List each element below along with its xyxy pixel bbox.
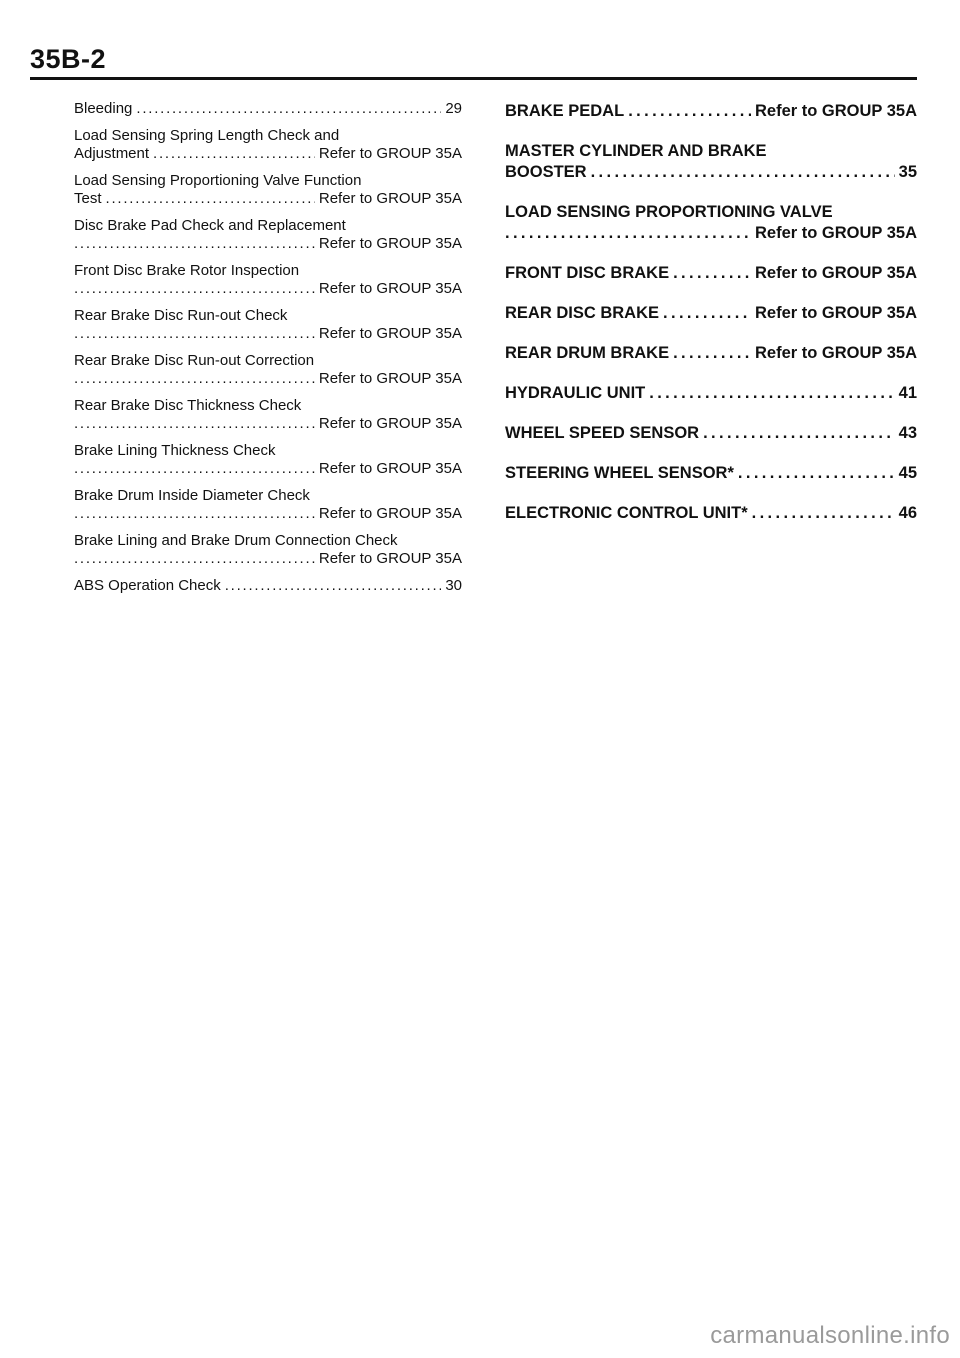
toc-entry	[74, 217, 462, 253]
toc-entry-title-cont: Adjustment	[74, 145, 150, 162]
dot-leader	[74, 460, 315, 478]
dot-leader	[591, 162, 895, 183]
toc-entry-ref: 43	[898, 424, 917, 442]
toc-entry	[505, 383, 917, 404]
toc-entry-ref: Refer to GROUP 35A	[755, 344, 917, 362]
toc-entry-title: Load Sensing Proportioning Valve Function	[74, 172, 362, 189]
toc-entry-ref: 41	[898, 384, 917, 402]
toc-entry	[74, 127, 462, 163]
dot-leader	[74, 505, 315, 523]
toc-entry	[74, 532, 462, 568]
toc-entry-ref: Refer to GROUP 35A	[318, 505, 462, 522]
toc-entry-title: Load Sensing Spring Length Check and	[74, 127, 340, 144]
toc-entry	[505, 303, 917, 324]
toc-entry-title: Bleeding	[74, 100, 133, 117]
toc-entry-ref: Refer to GROUP 35A	[318, 325, 462, 342]
toc-entry-ref: 45	[898, 464, 917, 482]
toc-entry-ref: Refer to GROUP 35A	[318, 370, 462, 387]
toc-entry-ref: 29	[445, 100, 462, 117]
toc-entry-ref: Refer to GROUP 35A	[318, 550, 462, 567]
dot-leader	[505, 223, 751, 244]
dot-leader	[74, 280, 315, 298]
toc-entry	[505, 101, 917, 122]
left-toc-column	[74, 100, 462, 604]
dot-leader	[153, 145, 315, 163]
toc-entry-title-cont: Test	[74, 190, 102, 207]
dot-leader	[673, 263, 751, 284]
toc-entry	[505, 343, 917, 364]
toc-entry-title-cont: BOOSTER	[505, 163, 587, 181]
toc-entry-title: ABS Operation Check	[74, 577, 221, 594]
toc-entry	[74, 577, 462, 595]
site-watermark: carmanualsonline.info	[710, 1322, 950, 1349]
dot-leader	[74, 550, 315, 568]
toc-entry	[74, 352, 462, 388]
toc-entry-ref: Refer to GROUP 35A	[318, 145, 462, 162]
toc-entry-ref: Refer to GROUP 35A	[318, 460, 462, 477]
header-rule	[30, 77, 917, 80]
toc-entry-title: WHEEL SPEED SENSOR	[505, 424, 700, 442]
toc-entry	[505, 263, 917, 284]
toc-entry-title: Brake Lining and Brake Drum Connection Check	[74, 532, 398, 549]
toc-entry-title: BRAKE PEDAL	[505, 102, 625, 120]
toc-entry-title: REAR DRUM BRAKE	[505, 344, 670, 362]
toc-entry-ref: Refer to GROUP 35A	[318, 280, 462, 297]
toc-entry-title: LOAD SENSING PROPORTIONING VALVE	[505, 203, 833, 221]
dot-leader	[74, 370, 315, 388]
toc-entry-title: ELECTRONIC CONTROL UNIT*	[505, 504, 748, 522]
page-number: 35B-2	[30, 44, 107, 74]
toc-entry-ref: Refer to GROUP 35A	[755, 102, 917, 120]
toc-entry-ref: Refer to GROUP 35A	[755, 304, 917, 322]
dot-leader	[752, 503, 895, 524]
toc-entry-ref: Refer to GROUP 35A	[318, 415, 462, 432]
toc-entry	[74, 100, 462, 118]
toc-entry-title: Front Disc Brake Rotor Inspection	[74, 262, 300, 279]
toc-entry-ref: Refer to GROUP 35A	[318, 190, 462, 207]
toc-entry	[74, 307, 462, 343]
toc-entry	[505, 503, 917, 524]
dot-leader	[649, 383, 894, 404]
dot-leader	[673, 343, 751, 364]
toc-entry-title: STEERING WHEEL SENSOR*	[505, 464, 734, 482]
toc-entry	[74, 172, 462, 208]
toc-entry-title: Rear Brake Disc Thickness Check	[74, 397, 302, 414]
toc-entry-title: REAR DISC BRAKE	[505, 304, 660, 322]
toc-entry	[505, 141, 917, 183]
dot-leader	[225, 577, 442, 595]
toc-entry-ref: 35	[898, 163, 917, 181]
toc-entry-title: Rear Brake Disc Run-out Check	[74, 307, 288, 324]
dot-leader	[738, 463, 895, 484]
toc-entry-ref: 46	[898, 504, 917, 522]
dot-leader	[74, 415, 315, 433]
dot-leader	[106, 190, 315, 208]
dot-leader	[628, 101, 751, 122]
toc-entry	[74, 487, 462, 523]
dot-leader	[74, 235, 315, 253]
dot-leader	[703, 423, 895, 444]
toc-entry-title: Disc Brake Pad Check and Replacement	[74, 217, 346, 234]
toc-entry	[505, 463, 917, 484]
toc-entry-ref: Refer to GROUP 35A	[755, 264, 917, 282]
toc-entry	[74, 397, 462, 433]
toc-entry-ref: Refer to GROUP 35A	[318, 235, 462, 252]
toc-entry-title: Brake Lining Thickness Check	[74, 442, 276, 459]
right-toc-column	[505, 101, 917, 543]
toc-entry	[505, 423, 917, 444]
toc-entry	[74, 442, 462, 478]
toc-entry-title: HYDRAULIC UNIT	[505, 384, 646, 402]
toc-entry-title: Brake Drum Inside Diameter Check	[74, 487, 310, 504]
toc-entry-title: Rear Brake Disc Run-out Correction	[74, 352, 315, 369]
toc-entry-ref: Refer to GROUP 35A	[755, 224, 917, 242]
toc-entry-ref: 30	[445, 577, 462, 594]
dot-leader	[136, 100, 441, 118]
dot-leader	[663, 303, 751, 324]
dot-leader	[74, 325, 315, 343]
toc-entry	[74, 262, 462, 298]
toc-entry-title: MASTER CYLINDER AND BRAKE	[505, 142, 767, 160]
toc-entry	[505, 202, 917, 244]
toc-entry-title: FRONT DISC BRAKE	[505, 264, 670, 282]
